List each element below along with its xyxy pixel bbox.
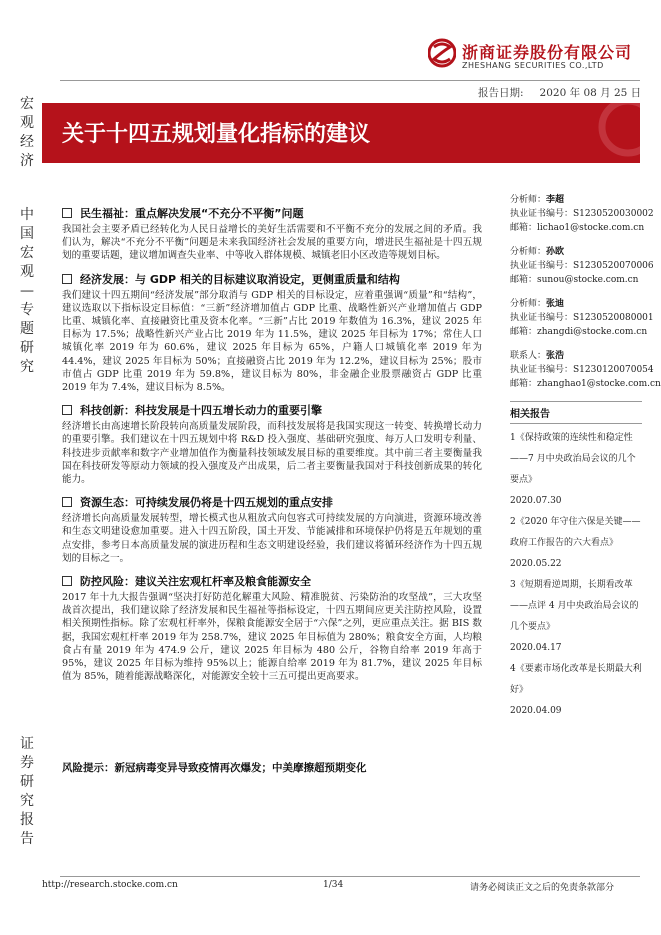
risk-warning: 风险提示：新冠病毒变异导致疫情再次爆发；中美摩擦超预期变化: [62, 762, 367, 774]
cert-label: 执业证书编号：: [510, 209, 574, 219]
page-number: 1/34: [323, 880, 344, 890]
related-report-title[interactable]: 1《保持政策的连续性和稳定性——7 月中央政治局会议的几个要点》: [510, 433, 636, 485]
email-label: 邮箱：: [510, 379, 538, 389]
email-label: 邮箱：: [510, 223, 538, 233]
sidebar: [510, 193, 661, 722]
side-label-series: 中国宏观—专题研究: [20, 207, 34, 375]
main-content: [62, 205, 482, 691]
analyst-name: 孙欧: [546, 247, 565, 257]
related-report-date: 2020.04.17: [510, 643, 562, 653]
related-report-item[interactable]: [510, 428, 642, 512]
checkbox-bullet-icon: [62, 405, 72, 415]
section-heading: 经济发展：与 GDP 相关的目标建议取消设定，更侧重质量和结构: [80, 272, 400, 286]
checkbox-bullet-icon: [62, 497, 72, 507]
checkbox-bullet-icon: [62, 208, 72, 218]
section-body: 经济增长由高速增长阶段转向高质量发展阶段，而科技发展将是我国实现这一转变、转换增长动力的重要引擎。我们建议在十四五规划中将 R&D 投入强度、基础研究强度、每万人口发明专利量、科技进步贡献率和数字产业增加值作为衡量科技领域发展目标的重要维度。其中前三者主要衡量我国在科技研发等原动力领域的投入强度及产出成果，后二者主要衡量我国对于科技创新成果的转化能力。: [62, 421, 482, 486]
related-report-date: 2020.04.09: [510, 706, 562, 716]
cert-number: S1230520030002: [573, 209, 654, 219]
analyst-card: [510, 245, 654, 287]
related-report-title[interactable]: 4《要素市场化改革是长期最大利好》: [510, 664, 642, 695]
banner-decoration-icon: [588, 103, 640, 163]
related-report-item[interactable]: [510, 575, 642, 659]
side-label-category: 宏观经济: [20, 96, 34, 169]
section-technology: [62, 402, 482, 486]
section-heading: 科技创新：科技发展是十四五增长动力的重要引擎: [80, 404, 322, 418]
related-report-date: 2020.07.30: [510, 496, 562, 506]
related-reports-heading: 相关报告: [510, 401, 642, 424]
section-body: 经济增长向高质量发展转型，增长模式也从粗放式向包容式可持续发展的方向演进，资源环境改善和生态文明建设愈加重要。进入十四五阶段，国土开发、节能减排和环境保护仍将是五年规划的重点安排，参考日本高质量发展的演进历程和生态文明建设经验，我们建议将循环经济作为十四五规划的目标之一。: [62, 513, 482, 564]
section-heading: 民生福祉：重点解决发展“不充分不平衡”问题: [80, 207, 304, 220]
section-heading: 资源生态：可持续发展仍将是十四五规划的重点安排: [80, 496, 333, 510]
contact-card: [510, 349, 661, 391]
section-economy: [62, 271, 482, 395]
analyst-role: 联系人：: [510, 351, 547, 361]
analyst-card: [510, 297, 654, 339]
analyst-email[interactable]: zhanghao1@stocke.com.cn: [537, 379, 661, 389]
report-date: [478, 85, 641, 100]
checkbox-bullet-icon: [62, 274, 72, 284]
side-label-report-type: 证券研究报告: [20, 736, 34, 847]
cert-number: S1230520070006: [573, 261, 654, 271]
section-body: 我国社会主要矛盾已经转化为人民日益增长的美好生活需要和不平衡不充分的发展之间的矛盾。我们认为，解决“不充分不平衡”问题是未来我国经济社会发展的重要方向，增进民生福祉是十四五规划的重要话题，建议增加调查失业率、中等收入群体规模、城镇老旧小区改造等规划目标。: [62, 224, 482, 262]
related-report-item[interactable]: [510, 659, 642, 722]
analyst-email[interactable]: lichao1@stocke.com.cn: [537, 223, 645, 233]
footer-divider: [60, 876, 640, 877]
email-label: 邮箱：: [510, 275, 538, 285]
analyst-name: 张迪: [546, 299, 565, 309]
related-report-title[interactable]: 3《短期看逆周期，长期看改革——点评 4 月中央政治局会议的几个要点》: [510, 580, 639, 632]
analyst-name: 张浩: [546, 351, 565, 361]
footer-url-link[interactable]: http://research.stocke.com.cn: [42, 880, 178, 890]
company-name-en: ZHESHANG SECURITIES CO.,LTD: [462, 61, 604, 70]
cert-label: 执业证书编号：: [510, 313, 574, 323]
related-report-title[interactable]: 2《2020 年守住六保是关键——政府工作报告的六大看点》: [510, 517, 641, 548]
section-body: 我们建议十四五期间“经济发展”部分取消与 GDP 相关的目标设定，应着重强调“质量”和“结构”，建议选取以下指标设定目标值：“三新”经济增加值占 GDP 比重、战略性新兴产业增加值占 GDP 比重、城镇化率、直接融资比重及资本化率。“三新”占比 2019 年数值为 16.3%，建议 2025 年目标为 17.5%；战略性新兴产业占比 2019 年为 11.5%，建议 2025 年目标为 17%；常住人口城镇化率 2019 年为 60.6%，建议 2025 年目标为 65%，户籍人口城镇化率 2019 年为 44.4%，建议 2025 年目标为 50%；直接融资占比 2019 年为 12.2%，建议目标为 25%；股市市值占 GDP 比重 2019 年为 59.8%，建议目标为 80%，非金融企业股票融资占 GDP 比重 2019 年为 7.4%，建议目标为 8.5%。: [62, 289, 482, 394]
section-resources: [62, 494, 482, 565]
analyst-role: 分析师：: [510, 195, 547, 205]
cert-label: 执业证书编号：: [510, 261, 574, 271]
zheshang-logo-icon: [428, 38, 456, 68]
cert-label: 执业证书编号：: [510, 365, 574, 375]
section-body: 2017 年十九大报告强调“坚决打好防范化解重大风险、精准脱贫、污染防治的攻坚战”，三大攻坚战首次提出，我们建议除了经济发展和民生福祉等指标设定，十四五期间应更关注防控风险，设置相关预期性指标。除了宏观杠杆率外，保粮食能源安全居于“六保”之列，更应重点关注。据 BIS 数据，我国宏观杠杆率 2019 年为 258.7%，建议 2025 年目标值为 280%；粮食安全方面，人均粮食占有量 2019 年为 474.9 公斤，建议 2025 年目标为 480 公斤，谷物自给率 2019 年高于 95%，建议 2025 年目标为维持 95%以上；能源自给率 2019 年为 81.7%，建议 2025 年目标值为 85%，随着能源战略深化，对能源安全较十三五可提出更高要求。: [62, 592, 482, 683]
analyst-email[interactable]: sunou@stocke.com.cn: [537, 275, 639, 285]
report-date-value: 2020 年 08 月 25 日: [539, 87, 642, 99]
company-name-cn: 浙商证券股份有限公司: [462, 43, 633, 62]
related-report-date: 2020.05.22: [510, 559, 562, 569]
page-title: 关于十四五规划量化指标的建议: [62, 122, 371, 147]
cert-number: S1230520080001: [573, 313, 654, 323]
analyst-card: [510, 193, 654, 235]
checkbox-bullet-icon: [62, 576, 72, 586]
email-label: 邮箱：: [510, 327, 538, 337]
analyst-name: 李超: [546, 195, 565, 205]
header-divider: [60, 80, 640, 81]
analyst-role: 分析师：: [510, 299, 547, 309]
report-date-label: 报告日期:: [478, 87, 524, 99]
related-report-item[interactable]: [510, 512, 642, 575]
disclaimer-note: 请务必阅读正文之后的免责条款部分: [470, 883, 615, 893]
section-risk-control: [62, 573, 482, 683]
cert-number: S1230120070054: [573, 365, 654, 375]
section-heading: 防控风险：建议关注宏观杠杆率及粮食能源安全: [80, 575, 311, 589]
analyst-email[interactable]: zhangdi@stocke.com.cn: [537, 327, 648, 337]
section-livelihood: [62, 205, 482, 263]
analyst-role: 分析师：: [510, 247, 547, 257]
